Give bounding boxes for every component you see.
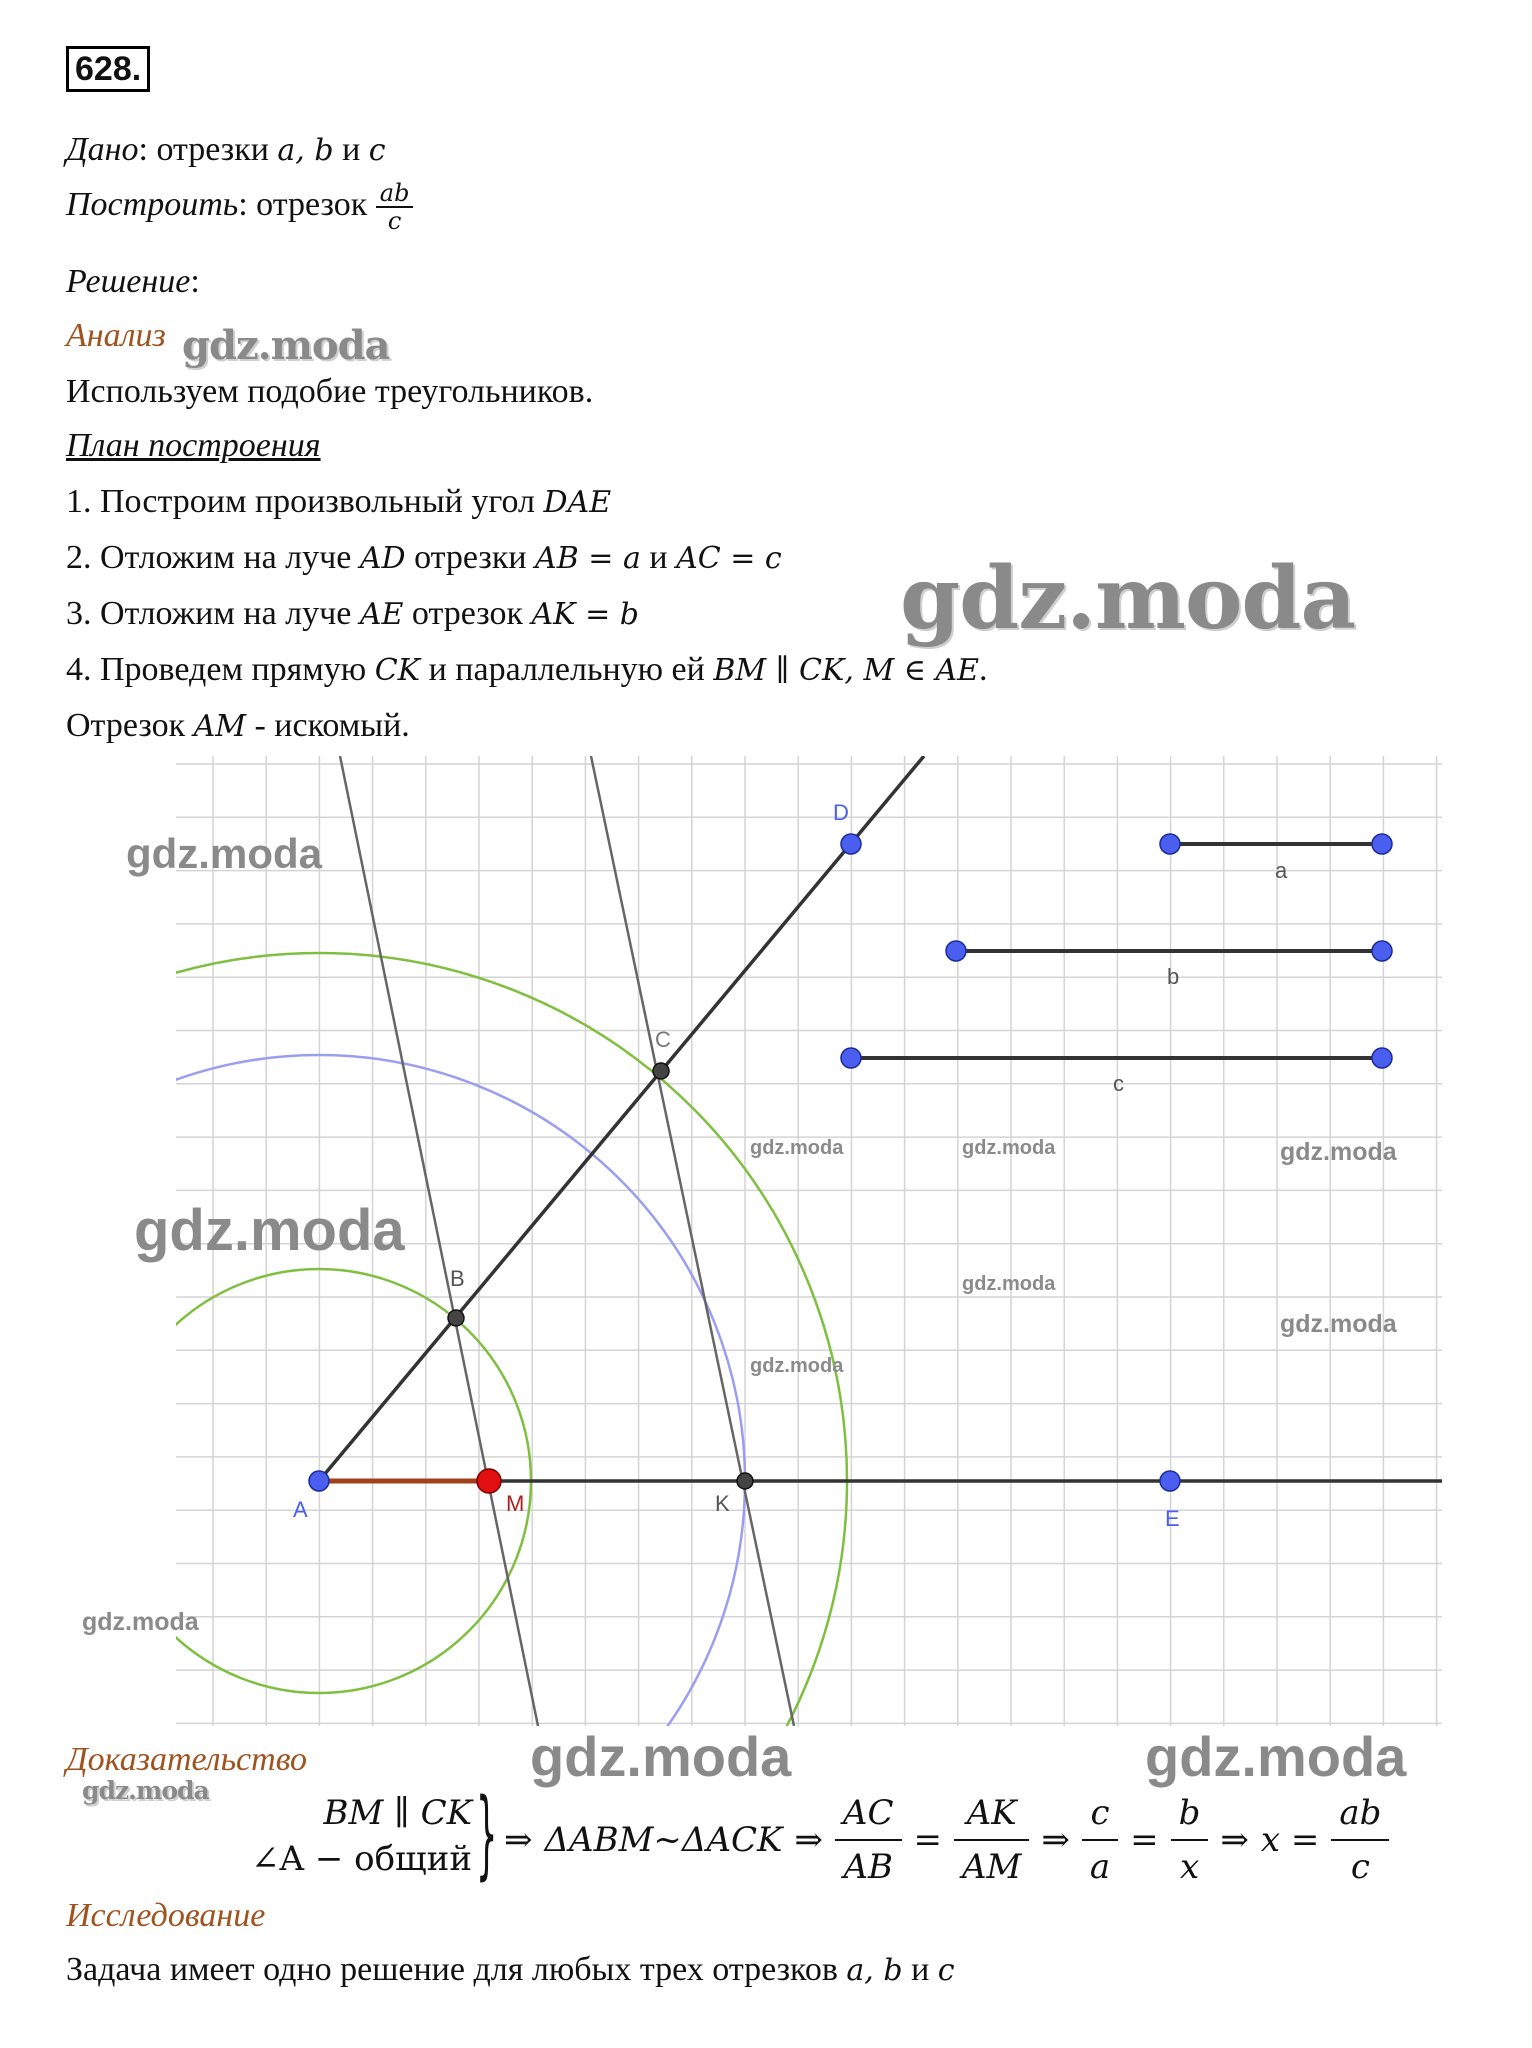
given-label: Дано — [66, 131, 139, 168]
research-text: Задача имеет одно решение для любых трех отрезков — [66, 1951, 847, 1988]
build-text: : отрезок — [238, 186, 376, 224]
similar-triangles: ΔABM~ΔACK — [544, 1820, 783, 1860]
f3-den: a — [1089, 1847, 1111, 1887]
equals-2: = — [1130, 1820, 1159, 1860]
watermark: gdz.moda — [1280, 1310, 1397, 1338]
proof-label: Доказательство — [66, 1741, 308, 1778]
label-m: M — [506, 1491, 525, 1516]
equals-1: = — [913, 1820, 942, 1860]
given-c: c — [368, 133, 386, 168]
fraction-b-x — [1171, 1787, 1209, 1893]
step-2-text3: и — [640, 539, 677, 576]
step-2-text: 2. Отложим на луче — [66, 539, 360, 576]
point-m — [477, 1469, 501, 1493]
watermark: gdz.moda — [82, 1608, 199, 1636]
fraction-ac-ab — [835, 1787, 902, 1893]
f5-den: c — [1350, 1847, 1370, 1887]
watermark: gdz.moda — [750, 1137, 844, 1159]
labels — [293, 800, 1288, 1531]
research-vars: a, b — [846, 1953, 903, 1988]
step-3-math2: AK = b — [531, 597, 640, 632]
build-label: Построить — [66, 186, 239, 224]
label-seg-c: c — [1113, 1071, 1124, 1096]
step-2-text2: отрезки — [405, 539, 536, 576]
build-num: ab — [376, 180, 414, 208]
step-3-math: AE — [359, 597, 404, 632]
watermark: gdz.moda — [750, 1355, 844, 1377]
solution-colon: : — [190, 263, 200, 300]
label-d: D — [833, 800, 849, 825]
watermark: gdz.moda — [900, 548, 1356, 649]
result-text: Отрезок — [66, 707, 194, 744]
problem-number: 628. — [66, 46, 150, 92]
f2-num: AK — [954, 1787, 1029, 1841]
step-4-text3: . — [979, 651, 988, 688]
label-e: E — [1165, 1506, 1180, 1531]
x-equals: x = — [1260, 1820, 1320, 1860]
watermark: gdz.moda — [82, 1776, 209, 1805]
step-4-text: 4. Проведем прямую — [66, 651, 375, 688]
f4-den: x — [1179, 1847, 1200, 1887]
point-c2 — [1372, 1048, 1392, 1068]
fraction-ab-c — [1331, 1787, 1389, 1893]
given-vars: a, b — [277, 133, 334, 168]
label-b: B — [450, 1266, 465, 1291]
step-2-math2: AB = a — [535, 541, 641, 576]
proof-premises — [236, 1790, 472, 1882]
fraction-ak-am — [954, 1787, 1029, 1893]
point-c — [653, 1063, 669, 1079]
label-seg-b: b — [1167, 964, 1180, 989]
point-a — [309, 1471, 329, 1491]
step-3-text: 3. Отложим на луче — [66, 595, 360, 632]
f3-num: c — [1082, 1787, 1118, 1841]
solution-label: Решение — [66, 263, 191, 300]
watermark: gdz.moda — [126, 830, 322, 877]
f5-num: ab — [1331, 1787, 1389, 1841]
step-4-math: CK — [374, 653, 421, 688]
proof-brace: } — [476, 1778, 498, 1890]
point-b2 — [1372, 941, 1392, 961]
watermark: gdz.moda — [182, 322, 390, 369]
label-seg-a: a — [1275, 858, 1288, 883]
point-e — [1160, 1471, 1180, 1491]
label-a: A — [293, 1497, 308, 1522]
step-2-math: AD — [359, 541, 406, 576]
implies-3: ⇒ — [1041, 1820, 1070, 1860]
analysis-label: Анализ — [66, 317, 166, 354]
given-text: : отрезки — [138, 131, 278, 168]
point-a2 — [1372, 834, 1392, 854]
research-line — [66, 1950, 955, 1991]
analysis-text: Используем подобие треугольников. — [66, 373, 594, 410]
step-4-text2: и параллельную ей — [420, 651, 714, 688]
fraction-c-a — [1082, 1787, 1118, 1893]
step-3-text2: отрезок — [403, 595, 532, 632]
result-math: AM — [193, 709, 246, 744]
step-1-math: DAE — [543, 485, 612, 520]
point-b1 — [946, 941, 966, 961]
plan-label: План построения — [66, 427, 321, 464]
f4-num: b — [1171, 1787, 1209, 1841]
point-d — [841, 834, 861, 854]
watermark: gdz.moda — [530, 1725, 792, 1788]
step-1-text: 1. Построим произвольный угол — [66, 483, 544, 520]
research-and: и — [902, 1951, 938, 1988]
step-2-math3: AC = c — [676, 541, 782, 576]
result-text2: - искомый. — [245, 707, 410, 744]
f2-den: AM — [962, 1847, 1022, 1887]
proof-chain — [504, 1790, 1389, 1890]
watermark: gdz.moda — [962, 1273, 1056, 1295]
label-k: K — [715, 1491, 730, 1516]
point-a1 — [1160, 834, 1180, 854]
point-b — [448, 1310, 464, 1326]
implies-2: ⇒ — [794, 1820, 823, 1860]
research-c: c — [937, 1953, 955, 1988]
implies-1: ⇒ — [504, 1820, 533, 1860]
step-4-math2: BM ∥ CK, M ∈ AE — [713, 653, 980, 688]
implies-4: ⇒ — [1220, 1820, 1249, 1860]
watermark: gdz.moda — [1145, 1725, 1407, 1788]
f1-num: AC — [835, 1787, 902, 1841]
f1-den: AB — [843, 1847, 893, 1887]
point-c1 — [841, 1048, 861, 1068]
research-label: Исследование — [66, 1897, 266, 1934]
proof-line-2: ∠A − общий — [250, 1839, 472, 1879]
watermark: gdz.moda — [134, 1198, 405, 1263]
given-and: и — [333, 131, 369, 168]
build-den: c — [387, 207, 402, 236]
watermark: gdz.moda — [962, 1137, 1056, 1159]
label-c: C — [655, 1027, 671, 1052]
watermark: gdz.moda — [1280, 1138, 1397, 1166]
point-k — [737, 1473, 753, 1489]
proof-line-1: BM ∥ CK — [323, 1793, 472, 1833]
